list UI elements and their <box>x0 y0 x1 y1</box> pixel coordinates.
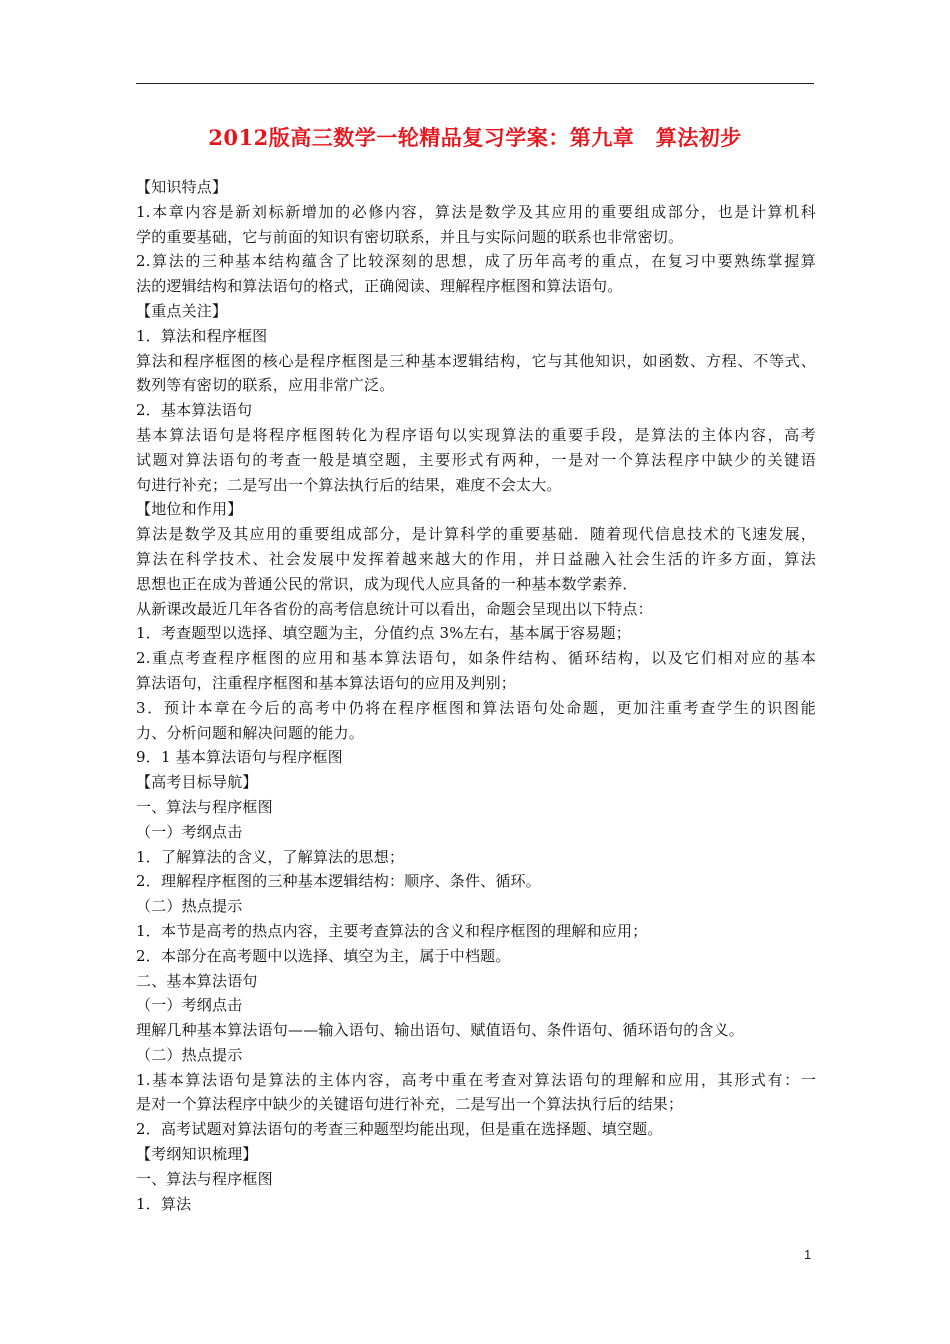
text-line: 2．高考试题对算法语句的考查三种题型均能出现，但是重在选择题、填空题。 <box>136 1120 663 1139</box>
text-line: 法的逻辑结构和算法语句的格式，正确阅读、理解程序框图和算法语句。 <box>136 277 623 296</box>
text-line: 2.重点考查程序框图的应用和基本算法语句，如条件结构、循环结构，以及它们相对应的基本 <box>136 649 816 668</box>
text-line: 2．基本算法语句 <box>136 401 253 420</box>
text-line: 算法和程序框图的核心是程序框图是三种基本逻辑结构，它与其他知识，如函数、方程、不等式、 <box>136 351 816 370</box>
header-rule <box>136 83 814 84</box>
text-line: 从新课改最近几年各省份的高考信息统计可以看出，命题会呈现出以下特点： <box>136 599 653 618</box>
text-line: 1．算法和程序框图 <box>136 326 268 345</box>
text-line: 【知识特点】 <box>136 178 228 196</box>
text-line: 算法语句，注重程序框图和基本算法语句的应用及判别； <box>136 673 517 692</box>
text-line: 思想也正在成为普通公民的常识，成为现代人应具备的一种基本数学素养． <box>136 574 638 593</box>
text-line: 1.本章内容是新刘标新增加的必修内容，算法是数学及其应用的重要组成部分，也是计算机科 <box>136 202 816 221</box>
text-line: 算法在科学技术、社会发展中发挥着越来越大的作用，并日益融入社会生活的许多方面，算法 <box>136 549 816 568</box>
text-line: 句进行补充；二是写出一个算法执行后的结果，难度不会太大。 <box>136 475 562 494</box>
text-line: 试题对算法语句的考查一般是填空题，主要形式有两种，一是对一个算法程序中缺少的关键语 <box>136 450 816 469</box>
text-line: 【重点关注】 <box>136 301 228 320</box>
text-line: 9．1 基本算法语句与程序框图 <box>136 748 343 767</box>
document-body <box>136 175 816 1216</box>
text-line: 一、算法与程序框图 <box>136 797 273 816</box>
text-line: （二）热点提示 <box>136 1045 243 1064</box>
text-line: 二、基本算法语句 <box>136 971 258 990</box>
text-line: 【考纲知识梳理】 <box>136 1145 258 1164</box>
page-number: 1 <box>804 1247 812 1262</box>
text-line: 一、算法与程序框图 <box>136 1169 273 1188</box>
text-line: 1．本节是高考的热点内容，主要考查算法的含义和程序框图的理解和应用； <box>136 921 648 940</box>
text-line: 2．本部分在高考题中以选择、填空为主，属于中档题。 <box>136 946 511 965</box>
document-title: 2012版高三数学一轮精品复习学案：第九章 算法初步 <box>208 125 742 150</box>
text-line: 1．算法 <box>136 1194 192 1213</box>
text-line: 1.基本算法语句是算法的主体内容，高考中重在考查对算法语句的理解和应用，其形式有：一 <box>136 1070 816 1089</box>
text-line: 力、分析问题和解决问题的能力。 <box>136 723 365 742</box>
text-line: 基本算法语句是将程序框图转化为程序语句以实现算法的重要手段，是算法的主体内容，高考 <box>136 425 816 444</box>
text-line: 算法是数学及其应用的重要组成部分，是计算科学的重要基础．随着现代信息技术的飞速发展， <box>136 525 816 544</box>
text-line: 1．考查题型以选择、填空题为主，分值约点 3%左右，基本属于容易题； <box>136 624 631 643</box>
text-line: （二）热点提示 <box>136 897 243 916</box>
text-line: 理解几种基本算法语句——输入语句、输出语句、赋值语句、条件语句、循环语句的含义。 <box>136 1021 745 1040</box>
text-line: 【地位和作用】 <box>136 500 243 519</box>
text-line: 【高考目标导航】 <box>136 773 258 792</box>
text-line: 学的重要基础，它与前面的知识有密切联系，并且与实际问题的联系也非常密切。 <box>136 227 684 246</box>
text-line: （一）考纲点击 <box>136 996 243 1015</box>
text-line: 数列等有密切的联系，应用非常广泛。 <box>136 376 395 395</box>
text-line: 2．理解程序框图的三种基本逻辑结构：顺序、条件、循环。 <box>136 872 541 891</box>
text-line: 2.算法的三种基本结构蕴含了比较深刻的思想，成了历年高考的重点，在复习中要熟练掌握算 <box>136 252 816 271</box>
text-line: 1．了解算法的含义，了解算法的思想； <box>136 847 405 866</box>
text-line: 3．预计本章在今后的高考中仍将在程序框图和算法语句处命题，更加注重考查学生的识图能 <box>136 698 816 717</box>
text-line: （一）考纲点击 <box>136 822 243 841</box>
text-line: 是对一个算法程序中缺少的关键语句进行补充，二是写出一个算法执行后的结果； <box>136 1095 684 1114</box>
